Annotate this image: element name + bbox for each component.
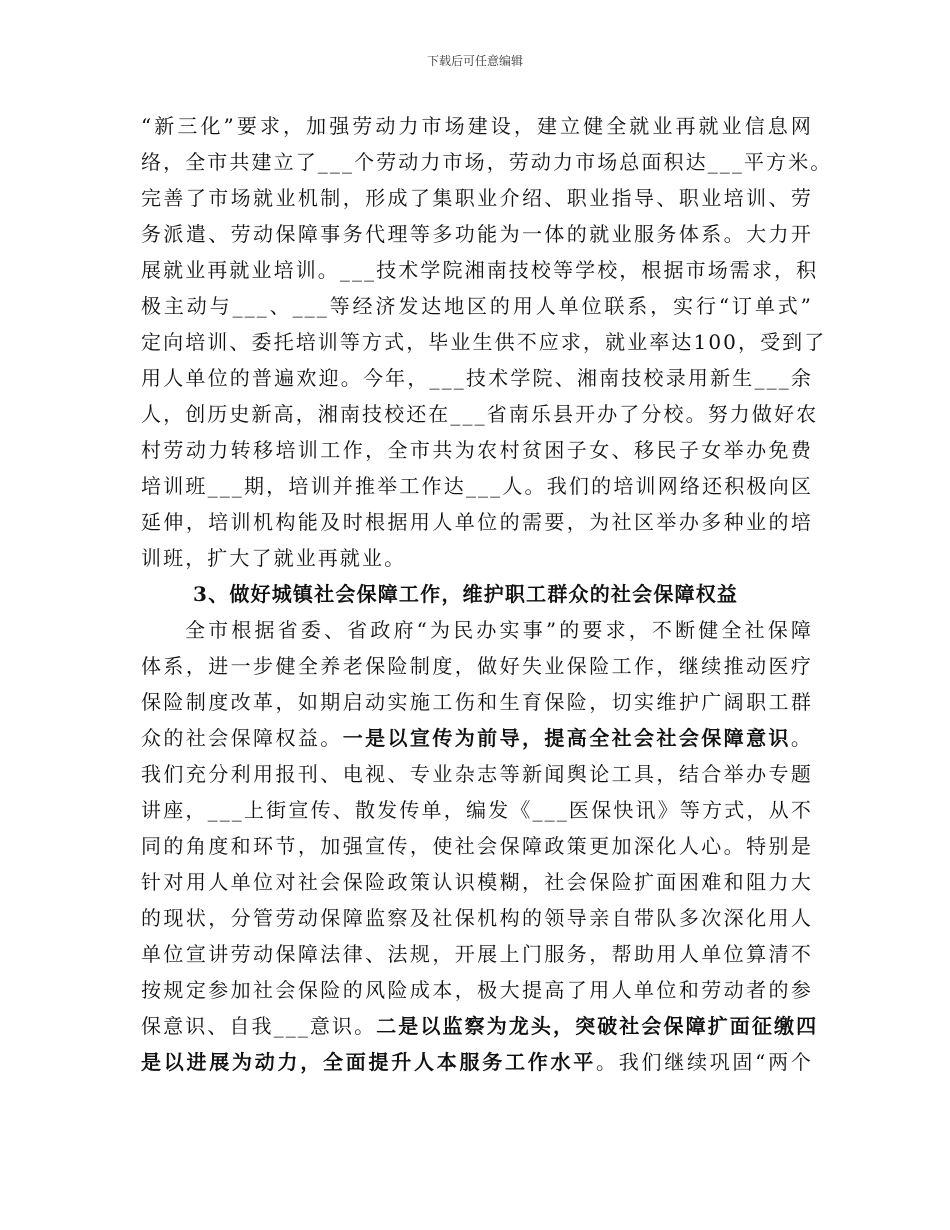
text-run: 众的社会保障权益。: [141, 726, 343, 750]
text-line: [141, 324, 827, 360]
text-line: [141, 180, 813, 216]
text-run: “新三化”要求，加强劳动力市场建设，建立健全就业再就业信息网: [141, 114, 813, 138]
emphasis-text: 二是以监察为龙头，突破社会保障扩面征缴四: [376, 1014, 819, 1038]
text-line: [141, 828, 813, 864]
text-line: [141, 252, 819, 288]
document-body: [141, 108, 833, 1080]
text-run: 全市根据省委、省政府“为民办实事”的要求，不断健全社保障: [185, 618, 813, 642]
text-line: [141, 468, 813, 504]
text-run: 村劳动力转移培训工作，全市共为农村贫困子女、移民子女举办免费: [141, 438, 813, 462]
text-run: 完善了市场就业机制，形成了集职业介绍、职业指导、职业培训、劳: [141, 186, 813, 210]
text-run: 展就业再就业培训。___技术学院湘南技校等学校，根据市场需求，积: [141, 258, 819, 282]
text-line: [141, 612, 813, 648]
text-run: 极主动与___、___等经济发达地区的用人单位联系，实行“订单式”: [141, 294, 813, 318]
text-line: [141, 684, 813, 720]
text-run: 单位宣讲劳动保障法律、法规，开展上门服务，帮助用人单位算清不: [141, 942, 813, 966]
text-run: 络，全市共建立了___个劳动力市场，劳动力市场总面积达___平方米。: [141, 150, 833, 174]
text-run: 同的角度和环节，加强宣传，使社会保障政策更加深化人心。特别是: [141, 834, 813, 858]
text-run: 按规定参加社会保险的风险成本，极大提高了用人单位和劳动者的参: [141, 978, 813, 1002]
text-run: 定向培训、委托培训等方式，毕业生供不应求，就业率达100，受到了: [141, 330, 827, 354]
page-header: 下载后可任意编辑: [426, 54, 523, 68]
text-run: 用人单位的普遍欢迎。今年，___技术学院、湘南技校录用新生___余: [141, 366, 813, 390]
text-run: 保险制度改革，如期启动实施工伤和生育保险，切实维护广阔职工群: [141, 690, 813, 714]
text-run: 讲座，___上街宣传、散发传单，编发《___医保快讯》等方式，从不: [141, 798, 813, 822]
text-run: 。我们继续巩固“两个: [595, 1050, 814, 1074]
text-line: [141, 900, 813, 936]
text-line: [141, 432, 813, 468]
text-run: 培训班___期，培训并推举工作达___人。我们的培训网络还积极向区: [141, 474, 813, 498]
text-line: [141, 288, 813, 324]
text-run: 务派遣、劳动保障事务代理等多功能为一体的就业服务体系。大力开: [141, 222, 813, 246]
text-line: [141, 396, 819, 432]
text-run: 3、做好城镇社会保障工作，维护职工群众的社会保障权益: [193, 582, 739, 606]
section-heading: [141, 576, 813, 612]
text-line: [141, 756, 813, 792]
text-run: 延伸，培训机构能及时根据用人单位的需要，为社区举办多种业的培: [141, 510, 813, 534]
emphasis-text: 一是以宣传为前导，提高全社会社会保障意识: [342, 726, 791, 750]
text-line: [141, 936, 813, 972]
text-run: 体系，进一步健全养老保险制度，做好失业保险工作，继续推动医疗: [141, 654, 813, 678]
text-run: 的现状，分管劳动保障监察及社保机构的领导亲自带队多次深化用人: [141, 906, 813, 930]
text-line: [141, 1008, 819, 1044]
text-line: [141, 108, 813, 144]
text-run: 保意识、自我___意识。: [141, 1014, 377, 1038]
text-run: 人，创历史新高，湘南技校还在___省南乐县开办了分校。努力做好农: [141, 402, 819, 426]
text-run: 针对用人单位对社会保险政策认识模糊，社会保险扩面困难和阻力大: [141, 870, 813, 894]
text-run: 训班，扩大了就业再就业。: [141, 546, 407, 570]
text-line: [141, 360, 813, 396]
text-line: [141, 540, 813, 576]
text-line: [141, 720, 813, 756]
text-line: [141, 144, 833, 180]
text-line: [141, 216, 813, 252]
text-run: 。: [790, 726, 814, 750]
text-run: 我们充分利用报刊、电视、专业杂志等新闻舆论工具，结合举办专题: [141, 762, 813, 786]
text-line: [141, 1044, 813, 1080]
text-line: [141, 504, 813, 540]
text-line: [141, 972, 813, 1008]
text-line: [141, 864, 813, 900]
text-line: [141, 792, 813, 828]
emphasis-text: 是以进展为动力，全面提升人本服务工作水平: [141, 1050, 596, 1074]
text-line: [141, 648, 813, 684]
